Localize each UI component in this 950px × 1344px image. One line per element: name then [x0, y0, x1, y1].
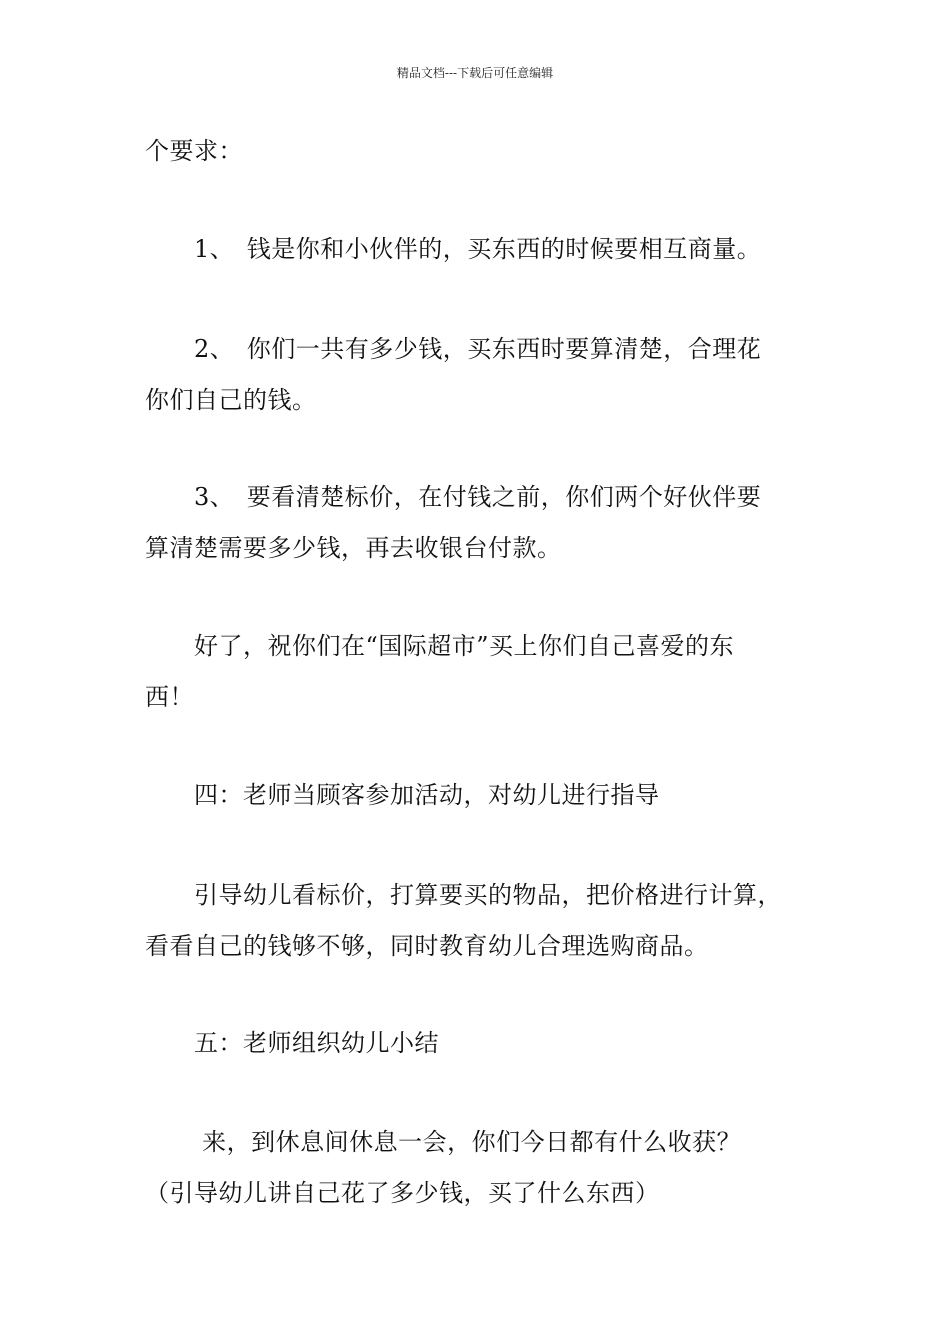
text-line: 1、 钱是你和小伙伴的，买东西的时候要相互商量。	[145, 235, 762, 263]
text-line: （引导幼儿讲自己花了多少钱，买了什么东西）	[145, 1179, 660, 1207]
text-line: 好了，祝你们在“国际超市”买上你们自己喜爱的东	[145, 632, 735, 660]
paragraph	[145, 324, 835, 426]
paragraph	[145, 472, 835, 574]
paragraph	[145, 870, 835, 972]
text-line: 西！	[145, 683, 194, 711]
text-line: 来，到休息间休息一会，你们今日都有什么收获？	[145, 1128, 742, 1156]
text-line: 五：老师组织幼儿小结	[145, 1029, 439, 1057]
text-line: 2、 你们一共有多少钱，买东西时要算清楚，合理花	[145, 335, 762, 363]
text-line: 四：老师当顾客参加活动，对幼儿进行指导	[145, 781, 660, 809]
paragraph	[145, 770, 835, 821]
paragraph	[145, 224, 835, 275]
paragraph	[145, 1018, 835, 1069]
paragraph	[145, 126, 835, 177]
text-line: 算清楚需要多少钱，再去收银台付款。	[145, 534, 562, 562]
text-line: 看看自己的钱够不够，同时教育幼儿合理选购商品。	[145, 932, 709, 960]
paragraph	[145, 1117, 835, 1219]
page-header: 精品文档---下载后可任意编辑	[396, 66, 554, 80]
text-line: 3、 要看清楚标价，在付钱之前，你们两个好伙伴要	[145, 483, 762, 511]
text-line: 你们自己的钱。	[145, 386, 317, 414]
text-line: 个要求：	[145, 137, 243, 165]
paragraph	[145, 621, 835, 723]
text-line: 引导幼儿看标价，打算要买的物品，把价格进行计算，	[145, 881, 782, 909]
